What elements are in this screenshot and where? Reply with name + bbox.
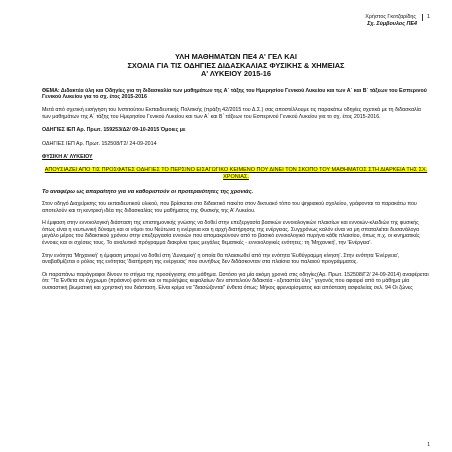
section-heading: ΦΥΣΙΚΗ Α' ΛΥΚΕΙΟΥ [42, 154, 93, 161]
highlight-text: ΑΠΟΥΣΙΑΖΕΙ ΑΠΟ ΤΙΣ ΠΡΟΣΦΑΤΕΣ ΟΔΗΓΙΕΣ ΤΟ ΠΕΡΣΙΝΟ ΕΙΣΑΓΩΓΙΚΟ ΚΕΙΜΕΝΟ ΠΟΥ ΔΙΝΕΙ ΤΟΝ ΣΚΟΠΟ ΤΟΥ ΜΑΘΗΜΑΤΟΣ ΣΤΗ ΔΙΑΡΚΕΙΑ ΤΗΣ ΣΧ. ΧΡΟΝΙΑΣ. [44, 166, 428, 180]
highlight-note [42, 167, 430, 181]
title-line-3: Α' ΛΥΚΕΙΟΥ 2015-16 [200, 69, 272, 79]
paragraph-4: Οι παραπάνω παράγραφοι δίνουν το στίγμα της προσέγγισης στο μάθημα. Ωστόσο για μία ακόμη χρονιά στις οδηγίες(Αρ. Πρωτ. 152508/Γ2/ 24-09-2014) αναφέρεται ότι: "Τα Ένθετα σε έγχρωμο (πράσινο) φόντο και οι περιλήψεις κεφαλαίων δεν αποτελούν διδακτέα - εξεταστέα ύλη." γεγονός που αφαιρεί από το μάθημα μία ουσιαστική βιωματική και χρηστική του διάσταση. Είναι κρίμα να "διασώζονται" ένθετα όπως: Μήκος φρεναρίσματος και απόσταση ασφαλείας σελ. 94 Οι ζώνες [42, 271, 429, 291]
paragraph-1: Στον οδηγό Διαχείρισης του εκπαιδευτικού υλικού, που βρίσκεται στο διδακτικό πακέτο στον δικτυακό τόπο του ψηφιακού σχολείου, γράφονται τα παρακάτω που αποτελούν και τη κεντρική ιδέα της διδασκαλίας του μαθήματος της Φυσικής της Α' Λυκείου. [42, 200, 417, 214]
footer-mark: 1 [427, 442, 430, 448]
page-number: 1 [422, 14, 430, 21]
subject-paragraph: ΘΕΜΑ: Διδακτέα ύλη και Οδηγίες για τη διδασκαλία των μαθημάτων της Α΄ τάξης του Ημερησίου Γενικού Λυκείου και των Α΄ και Β΄ τάξεων του Εσπερινού Γενικού Λυκείου για το σχ. έτος 2015-2016 [42, 87, 427, 101]
paragraph-3: Στην ενότητα 'Μηχανική' η έμφαση μπορεί να δοθεί στη 'Δυναμική' η οποία θα πλαισιωθεί από την ενότητα 'Ευθύγραμμη κίνηση'. Στην ενότητα 'Ενέργεια', αναβαθμίζεται ο ρόλος της ενότητας 'διατήρηση της ενέργειας' που συνήθως δεν διδάσκονταν στα πλαίσια του παλαιού προγράμματος. [42, 252, 400, 266]
header-author: Χρήστος Γκοτζαρίδης [365, 14, 416, 20]
title-line-2: ΣΧΟΛΙΑ ΓΙΑ ΤΙΣ ΟΔΗΓΙΕΣ ΔΙΔΑΣΚΑΛΙΑΣ ΦΥΣΙΚΗΣ & ΧΗΜΕΙΑΣ [127, 60, 345, 70]
document-title [42, 53, 430, 79]
intro-paragraph: Μετά από σχετική εισήγηση του Ινστιτούτου Εκπαιδευτικής Πολιτικής (πράξη 42/2015 του Δ.Σ.) σας αποστέλλουμε τις παρακάτω οδηγίες σχετικά με τη διδασκαλία των μαθημάτων της Α΄ τάξης του Ημερησίου Γενικού Λυκείου και των Α΄ και Β΄ τάξεων του Εσπερινού Γενικού Λυκείου για το σχ. έτος 2015-2016. [42, 106, 421, 120]
header-row [365, 14, 430, 21]
title-line-1: ΥΛΗ ΜΑΘΗΜΑΤΩΝ ΠΕ4 Α' ΓΕΛ ΚΑΙ [175, 52, 297, 61]
reference-2: ΟΔΗΓΙΕΣ ΙΕΠ Αρ. Πρωτ. 152508/Γ2/ 24-09-2014 [42, 140, 157, 147]
reference-1: ΟΔΗΓΙΕΣ ΙΕΠ Αρ. Πρωτ. 159253/Δ2/ 09-10-2015 Όμοιες με [42, 127, 186, 134]
paragraph-2: Η έμφαση στην εννοιολογική διάσταση της επιστημονικής γνώσης να δοθεί στην επεξεργασία βασικών εννοιολογικών πλαισίων και εννοιών-κλειδιών της φυσικής όπως είναι η νευτωνική δύναμη και οι νόμοι του Νεύτωνα η ενέργεια και η αρχή διατήρησης της ενέργειας. Συγχρόνως καλόν είναι να μη σπαταλιέται δυσανάλογα μεγάλο μέρος του διδακτικού χρόνου στην επεξεργασία εννοιών που απομακρύνουν από το βασικό εννοιολογικό πυρήνα κάθε πλαισίου, όπως π.χ. οι κινηματικές έννοιες και οι σχέσεις τους. Το αναλυτικό πρόγραμμα διακρίνει τρεις μεγάλες θεματικές - εννοιολογικές ενότητες: τη 'Μηχανική', την 'Ενέργεια'. [42, 220, 420, 246]
header-role: Σχ. Σύμβουλος ΠΕ4 [367, 21, 417, 27]
page-header [365, 14, 430, 28]
emphasis-line: Το αναφέρω ως απαραίτητο για να καθοριστούν οι προτεραιότητες της χρονιάς. [42, 188, 254, 195]
